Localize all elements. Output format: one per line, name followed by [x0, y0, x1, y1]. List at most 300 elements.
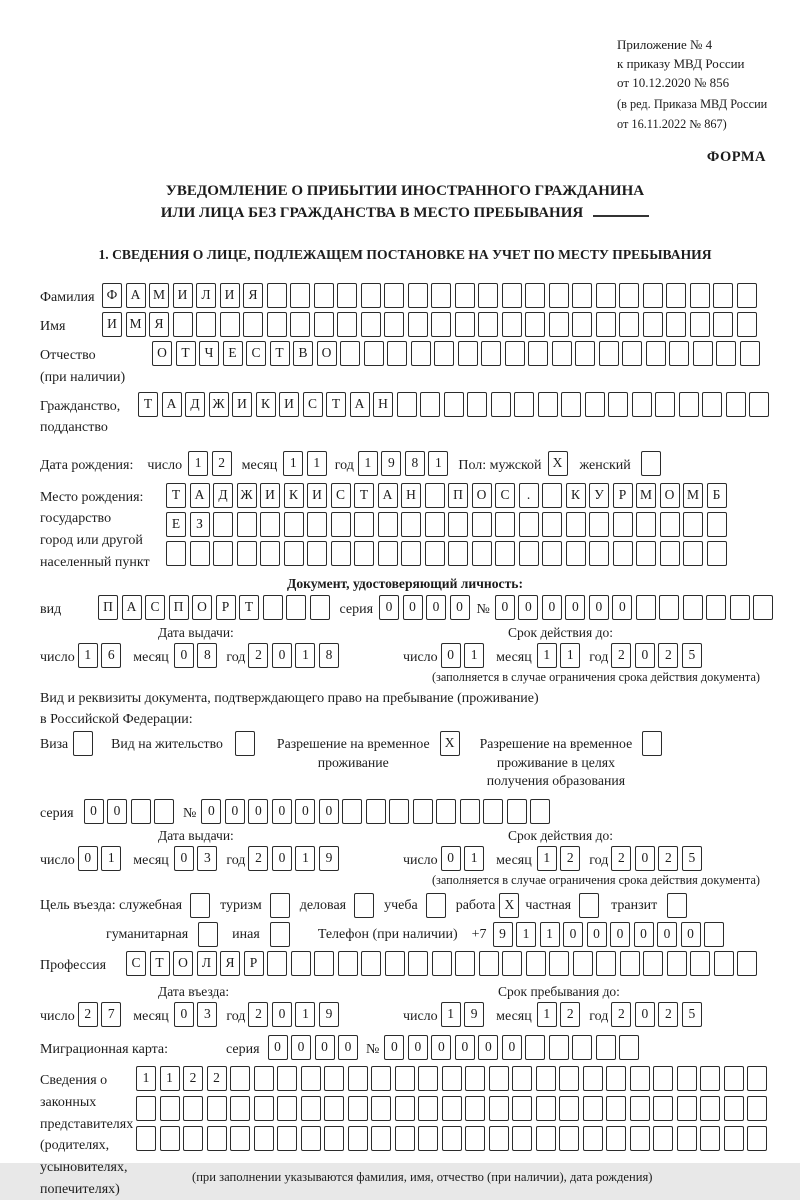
id-issue-day-input[interactable]	[78, 643, 122, 668]
visa-checkbox[interactable]	[73, 731, 93, 756]
char-box[interactable]: С	[303, 392, 323, 417]
char-box[interactable]	[425, 541, 445, 566]
char-box[interactable]	[267, 283, 287, 308]
entry-month-input[interactable]	[174, 1002, 218, 1027]
char-box[interactable]	[432, 951, 452, 976]
char-box[interactable]: 2	[611, 1002, 631, 1027]
patronymic-input[interactable]	[152, 341, 760, 366]
char-box[interactable]	[519, 541, 539, 566]
char-box[interactable]	[636, 512, 656, 537]
char-box[interactable]	[260, 541, 280, 566]
purpose-study-checkbox[interactable]	[426, 893, 446, 918]
char-box[interactable]	[538, 392, 558, 417]
char-box[interactable]	[575, 341, 595, 366]
char-box[interactable]: 1	[560, 643, 580, 668]
char-box[interactable]	[653, 1066, 673, 1091]
char-box[interactable]	[599, 341, 619, 366]
char-box[interactable]	[613, 541, 633, 566]
char-box[interactable]: П	[448, 483, 468, 508]
char-box[interactable]	[354, 512, 374, 537]
purpose-humanitarian-checkbox[interactable]	[198, 922, 218, 947]
id-kind-input[interactable]	[98, 595, 330, 620]
char-box[interactable]: 1	[160, 1066, 180, 1091]
char-box[interactable]: 2	[78, 1002, 98, 1027]
char-box[interactable]	[160, 1096, 180, 1121]
char-box[interactable]	[716, 341, 736, 366]
char-box[interactable]	[620, 951, 640, 976]
char-box[interactable]: 2	[248, 643, 268, 668]
char-box[interactable]: А	[378, 483, 398, 508]
char-box[interactable]: 0	[174, 643, 194, 668]
char-box[interactable]	[472, 512, 492, 537]
char-box[interactable]: А	[350, 392, 370, 417]
char-box[interactable]	[455, 283, 475, 308]
char-box[interactable]	[677, 1126, 697, 1151]
char-box[interactable]	[542, 483, 562, 508]
char-box[interactable]	[549, 951, 569, 976]
char-box[interactable]: 2	[611, 846, 631, 871]
char-box[interactable]: 0	[268, 1035, 288, 1060]
res-number-input[interactable]	[201, 799, 550, 824]
char-box[interactable]: 0	[563, 922, 583, 947]
char-box[interactable]	[596, 951, 616, 976]
char-box[interactable]: Я	[220, 951, 240, 976]
char-box[interactable]: 0	[248, 799, 268, 824]
char-box[interactable]	[442, 1096, 462, 1121]
char-box[interactable]: 1	[464, 643, 484, 668]
char-box[interactable]: 8	[405, 451, 425, 476]
char-box[interactable]	[606, 1066, 626, 1091]
char-box[interactable]: 1	[537, 846, 557, 871]
char-box[interactable]	[237, 541, 257, 566]
char-box[interactable]: 0	[291, 1035, 311, 1060]
char-box[interactable]	[270, 922, 290, 947]
purpose-work-checkbox[interactable]	[499, 893, 519, 918]
char-box[interactable]	[566, 541, 586, 566]
char-box[interactable]	[572, 312, 592, 337]
char-box[interactable]	[646, 341, 666, 366]
char-box[interactable]: 0	[450, 595, 470, 620]
char-box[interactable]	[277, 1126, 297, 1151]
char-box[interactable]	[361, 951, 381, 976]
char-box[interactable]: 0	[426, 595, 446, 620]
char-box[interactable]	[220, 312, 240, 337]
char-box[interactable]	[263, 595, 283, 620]
char-box[interactable]	[397, 392, 417, 417]
birth-year-input[interactable]	[358, 451, 449, 476]
char-box[interactable]: 0	[587, 922, 607, 947]
char-box[interactable]	[136, 1096, 156, 1121]
char-box[interactable]: 2	[611, 643, 631, 668]
char-box[interactable]: Ж	[237, 483, 257, 508]
purpose-business-checkbox[interactable]	[354, 893, 374, 918]
char-box[interactable]: Е	[223, 341, 243, 366]
char-box[interactable]: 2	[560, 846, 580, 871]
char-box[interactable]	[395, 1126, 415, 1151]
char-box[interactable]: 9	[319, 846, 339, 871]
sex-male-checkbox[interactable]	[548, 451, 568, 476]
char-box[interactable]: Л	[197, 951, 217, 976]
char-box[interactable]: 0	[272, 799, 292, 824]
char-box[interactable]	[458, 341, 478, 366]
char-box[interactable]: Е	[166, 512, 186, 537]
char-box[interactable]: 0	[319, 799, 339, 824]
char-box[interactable]: 1	[428, 451, 448, 476]
char-box[interactable]: 5	[682, 643, 702, 668]
char-box[interactable]: 0	[455, 1035, 475, 1060]
char-box[interactable]	[693, 341, 713, 366]
char-box[interactable]	[254, 1096, 274, 1121]
char-box[interactable]	[507, 799, 527, 824]
char-box[interactable]	[747, 1126, 767, 1151]
char-box[interactable]	[354, 893, 374, 918]
char-box[interactable]	[542, 541, 562, 566]
id-series-input[interactable]	[379, 595, 470, 620]
char-box[interactable]	[706, 595, 726, 620]
char-box[interactable]: 0	[502, 1035, 522, 1060]
legal-rep-input-row2[interactable]	[136, 1096, 767, 1121]
char-box[interactable]: 9	[381, 451, 401, 476]
char-box[interactable]	[408, 951, 428, 976]
char-box[interactable]	[230, 1096, 250, 1121]
char-box[interactable]	[418, 1126, 438, 1151]
char-box[interactable]	[478, 283, 498, 308]
char-box[interactable]: Т	[354, 483, 374, 508]
char-box[interactable]	[737, 951, 757, 976]
char-box[interactable]: Н	[373, 392, 393, 417]
char-box[interactable]	[166, 541, 186, 566]
char-box[interactable]: 3	[197, 846, 217, 871]
char-box[interactable]	[324, 1126, 344, 1151]
char-box[interactable]: 0	[384, 1035, 404, 1060]
char-box[interactable]	[418, 1096, 438, 1121]
char-box[interactable]: 0	[495, 595, 515, 620]
char-box[interactable]: Б	[707, 483, 727, 508]
char-box[interactable]	[495, 541, 515, 566]
char-box[interactable]	[630, 1066, 650, 1091]
char-box[interactable]	[307, 541, 327, 566]
char-box[interactable]: Л	[196, 283, 216, 308]
char-box[interactable]	[371, 1096, 391, 1121]
char-box[interactable]	[566, 512, 586, 537]
char-box[interactable]: 0	[272, 1002, 292, 1027]
char-box[interactable]	[636, 595, 656, 620]
char-box[interactable]	[290, 283, 310, 308]
char-box[interactable]	[622, 341, 642, 366]
char-box[interactable]: О	[152, 341, 172, 366]
char-box[interactable]: 1	[516, 922, 536, 947]
char-box[interactable]	[491, 392, 511, 417]
char-box[interactable]	[707, 512, 727, 537]
char-box[interactable]	[455, 951, 475, 976]
char-box[interactable]	[434, 341, 454, 366]
char-box[interactable]	[314, 312, 334, 337]
char-box[interactable]	[425, 483, 445, 508]
char-box[interactable]	[707, 541, 727, 566]
char-box[interactable]	[519, 512, 539, 537]
char-box[interactable]	[401, 541, 421, 566]
char-box[interactable]: 0	[272, 643, 292, 668]
char-box[interactable]: 0	[518, 595, 538, 620]
char-box[interactable]	[348, 1126, 368, 1151]
char-box[interactable]: 0	[610, 922, 630, 947]
purpose-transit-checkbox[interactable]	[667, 893, 687, 918]
residence-permit-checkbox[interactable]	[235, 731, 255, 756]
char-box[interactable]: К	[566, 483, 586, 508]
char-box[interactable]	[659, 595, 679, 620]
char-box[interactable]	[677, 1096, 697, 1121]
char-box[interactable]	[724, 1096, 744, 1121]
char-box[interactable]: И	[260, 483, 280, 508]
id-valid-year-input[interactable]	[611, 643, 702, 668]
char-box[interactable]: И	[232, 392, 252, 417]
char-box[interactable]	[267, 951, 287, 976]
stay-month-input[interactable]	[537, 1002, 581, 1027]
char-box[interactable]	[190, 541, 210, 566]
char-box[interactable]	[230, 1126, 250, 1151]
char-box[interactable]	[713, 283, 733, 308]
phone-input[interactable]	[493, 922, 725, 947]
char-box[interactable]	[549, 1035, 569, 1060]
char-box[interactable]	[747, 1096, 767, 1121]
char-box[interactable]	[525, 312, 545, 337]
char-box[interactable]	[337, 283, 357, 308]
char-box[interactable]	[307, 512, 327, 537]
char-box[interactable]: О	[192, 595, 212, 620]
char-box[interactable]	[669, 341, 689, 366]
char-box[interactable]	[579, 893, 599, 918]
char-box[interactable]	[213, 512, 233, 537]
char-box[interactable]: 3	[197, 1002, 217, 1027]
char-box[interactable]: 0	[174, 846, 194, 871]
char-box[interactable]	[483, 799, 503, 824]
char-box[interactable]: П	[98, 595, 118, 620]
char-box[interactable]	[636, 541, 656, 566]
char-box[interactable]	[237, 512, 257, 537]
char-box[interactable]	[559, 1096, 579, 1121]
char-box[interactable]	[683, 512, 703, 537]
char-box[interactable]	[431, 312, 451, 337]
char-box[interactable]: 0	[295, 799, 315, 824]
char-box[interactable]	[512, 1066, 532, 1091]
char-box[interactable]: О	[317, 341, 337, 366]
char-box[interactable]	[290, 312, 310, 337]
char-box[interactable]: И	[307, 483, 327, 508]
char-box[interactable]	[378, 541, 398, 566]
char-box[interactable]: Д	[213, 483, 233, 508]
char-box[interactable]	[643, 312, 663, 337]
char-box[interactable]	[460, 799, 480, 824]
char-box[interactable]: 0	[338, 1035, 358, 1060]
char-box[interactable]	[331, 541, 351, 566]
char-box[interactable]: 2	[560, 1002, 580, 1027]
char-box[interactable]: 2	[658, 643, 678, 668]
char-box[interactable]	[536, 1096, 556, 1121]
char-box[interactable]: 1	[283, 451, 303, 476]
purpose-private-checkbox[interactable]	[579, 893, 599, 918]
char-box[interactable]: 1	[358, 451, 378, 476]
char-box[interactable]	[243, 312, 263, 337]
char-box[interactable]: Д	[185, 392, 205, 417]
surname-input[interactable]	[102, 283, 757, 308]
char-box[interactable]: В	[293, 341, 313, 366]
citizenship-input[interactable]	[138, 392, 769, 417]
char-box[interactable]: 1	[295, 1002, 315, 1027]
char-box[interactable]	[714, 951, 734, 976]
char-box[interactable]	[632, 392, 652, 417]
char-box[interactable]	[749, 392, 769, 417]
char-box[interactable]	[552, 341, 572, 366]
char-box[interactable]	[291, 951, 311, 976]
temp-residence-checkbox[interactable]	[440, 731, 460, 756]
char-box[interactable]	[619, 283, 639, 308]
char-box[interactable]	[667, 893, 687, 918]
char-box[interactable]: 5	[682, 846, 702, 871]
char-box[interactable]	[465, 1126, 485, 1151]
char-box[interactable]: М	[126, 312, 146, 337]
char-box[interactable]	[643, 951, 663, 976]
char-box[interactable]: 2	[658, 1002, 678, 1027]
temp-residence-edu-checkbox[interactable]	[642, 731, 662, 756]
char-box[interactable]	[704, 922, 724, 947]
char-box[interactable]	[572, 1035, 592, 1060]
char-box[interactable]	[514, 392, 534, 417]
char-box[interactable]: 2	[212, 451, 232, 476]
id-valid-day-input[interactable]	[441, 643, 485, 668]
char-box[interactable]	[660, 512, 680, 537]
char-box[interactable]	[666, 283, 686, 308]
char-box[interactable]: К	[284, 483, 304, 508]
birth-month-input[interactable]	[283, 451, 327, 476]
char-box[interactable]	[213, 541, 233, 566]
char-box[interactable]	[444, 392, 464, 417]
char-box[interactable]	[420, 392, 440, 417]
char-box[interactable]	[401, 512, 421, 537]
char-box[interactable]: 0	[441, 643, 461, 668]
char-box[interactable]	[606, 1096, 626, 1121]
res-valid-month-input[interactable]	[537, 846, 581, 871]
char-box[interactable]	[314, 283, 334, 308]
char-box[interactable]	[619, 1035, 639, 1060]
char-box[interactable]	[489, 1126, 509, 1151]
legal-rep-input-row1[interactable]	[136, 1066, 767, 1091]
char-box[interactable]: И	[220, 283, 240, 308]
char-box[interactable]	[502, 283, 522, 308]
char-box[interactable]: А	[122, 595, 142, 620]
char-box[interactable]	[630, 1126, 650, 1151]
char-box[interactable]	[190, 893, 210, 918]
char-box[interactable]: 2	[248, 1002, 268, 1027]
char-box[interactable]	[700, 1096, 720, 1121]
char-box[interactable]	[737, 312, 757, 337]
char-box[interactable]	[572, 283, 592, 308]
char-box[interactable]	[549, 312, 569, 337]
char-box[interactable]	[448, 541, 468, 566]
char-box[interactable]	[371, 1066, 391, 1091]
char-box[interactable]: 2	[183, 1066, 203, 1091]
char-box[interactable]: 0	[441, 846, 461, 871]
char-box[interactable]	[530, 799, 550, 824]
char-box[interactable]	[542, 512, 562, 537]
char-box[interactable]	[173, 312, 193, 337]
char-box[interactable]: М	[149, 283, 169, 308]
char-box[interactable]	[724, 1066, 744, 1091]
char-box[interactable]	[549, 283, 569, 308]
char-box[interactable]: Т	[166, 483, 186, 508]
char-box[interactable]	[425, 512, 445, 537]
res-valid-year-input[interactable]	[611, 846, 702, 871]
char-box[interactable]: 0	[78, 846, 98, 871]
char-box[interactable]: 2	[207, 1066, 227, 1091]
char-box[interactable]: А	[162, 392, 182, 417]
char-box[interactable]: З	[190, 512, 210, 537]
char-box[interactable]: 0	[681, 922, 701, 947]
char-box[interactable]: 9	[464, 1002, 484, 1027]
char-box[interactable]	[589, 512, 609, 537]
char-box[interactable]: 0	[478, 1035, 498, 1060]
id-issue-year-input[interactable]	[248, 643, 339, 668]
char-box[interactable]	[348, 1066, 368, 1091]
char-box[interactable]	[196, 312, 216, 337]
char-box[interactable]	[561, 392, 581, 417]
char-box[interactable]	[679, 392, 699, 417]
char-box[interactable]: 0	[408, 1035, 428, 1060]
char-box[interactable]: X	[548, 451, 568, 476]
char-box[interactable]	[472, 541, 492, 566]
char-box[interactable]	[505, 341, 525, 366]
char-box[interactable]	[465, 1096, 485, 1121]
char-box[interactable]	[408, 312, 428, 337]
char-box[interactable]	[301, 1096, 321, 1121]
id-number-input[interactable]	[495, 595, 774, 620]
char-box[interactable]	[753, 595, 773, 620]
char-box[interactable]: Т	[239, 595, 259, 620]
char-box[interactable]: 1	[295, 846, 315, 871]
char-box[interactable]: 0	[201, 799, 221, 824]
char-box[interactable]: У	[589, 483, 609, 508]
char-box[interactable]	[408, 283, 428, 308]
stay-year-input[interactable]	[611, 1002, 702, 1027]
char-box[interactable]: 0	[565, 595, 585, 620]
char-box[interactable]: О	[472, 483, 492, 508]
char-box[interactable]	[331, 512, 351, 537]
char-box[interactable]: М	[636, 483, 656, 508]
res-issue-month-input[interactable]	[174, 846, 218, 871]
char-box[interactable]	[630, 1096, 650, 1121]
char-box[interactable]	[371, 1126, 391, 1151]
char-box[interactable]: 1	[188, 451, 208, 476]
char-box[interactable]	[653, 1126, 673, 1151]
char-box[interactable]	[418, 1066, 438, 1091]
char-box[interactable]: 0	[542, 595, 562, 620]
char-box[interactable]	[136, 1126, 156, 1151]
stay-day-input[interactable]	[441, 1002, 485, 1027]
char-box[interactable]: Т	[270, 341, 290, 366]
char-box[interactable]: А	[190, 483, 210, 508]
char-box[interactable]	[337, 312, 357, 337]
char-box[interactable]	[690, 312, 710, 337]
char-box[interactable]	[354, 541, 374, 566]
char-box[interactable]	[700, 1066, 720, 1091]
char-box[interactable]	[73, 731, 93, 756]
char-box[interactable]	[642, 731, 662, 756]
char-box[interactable]: С	[126, 951, 146, 976]
char-box[interactable]	[559, 1066, 579, 1091]
char-box[interactable]	[338, 951, 358, 976]
char-box[interactable]	[254, 1066, 274, 1091]
char-box[interactable]	[342, 799, 362, 824]
mig-number-input[interactable]	[384, 1035, 639, 1060]
